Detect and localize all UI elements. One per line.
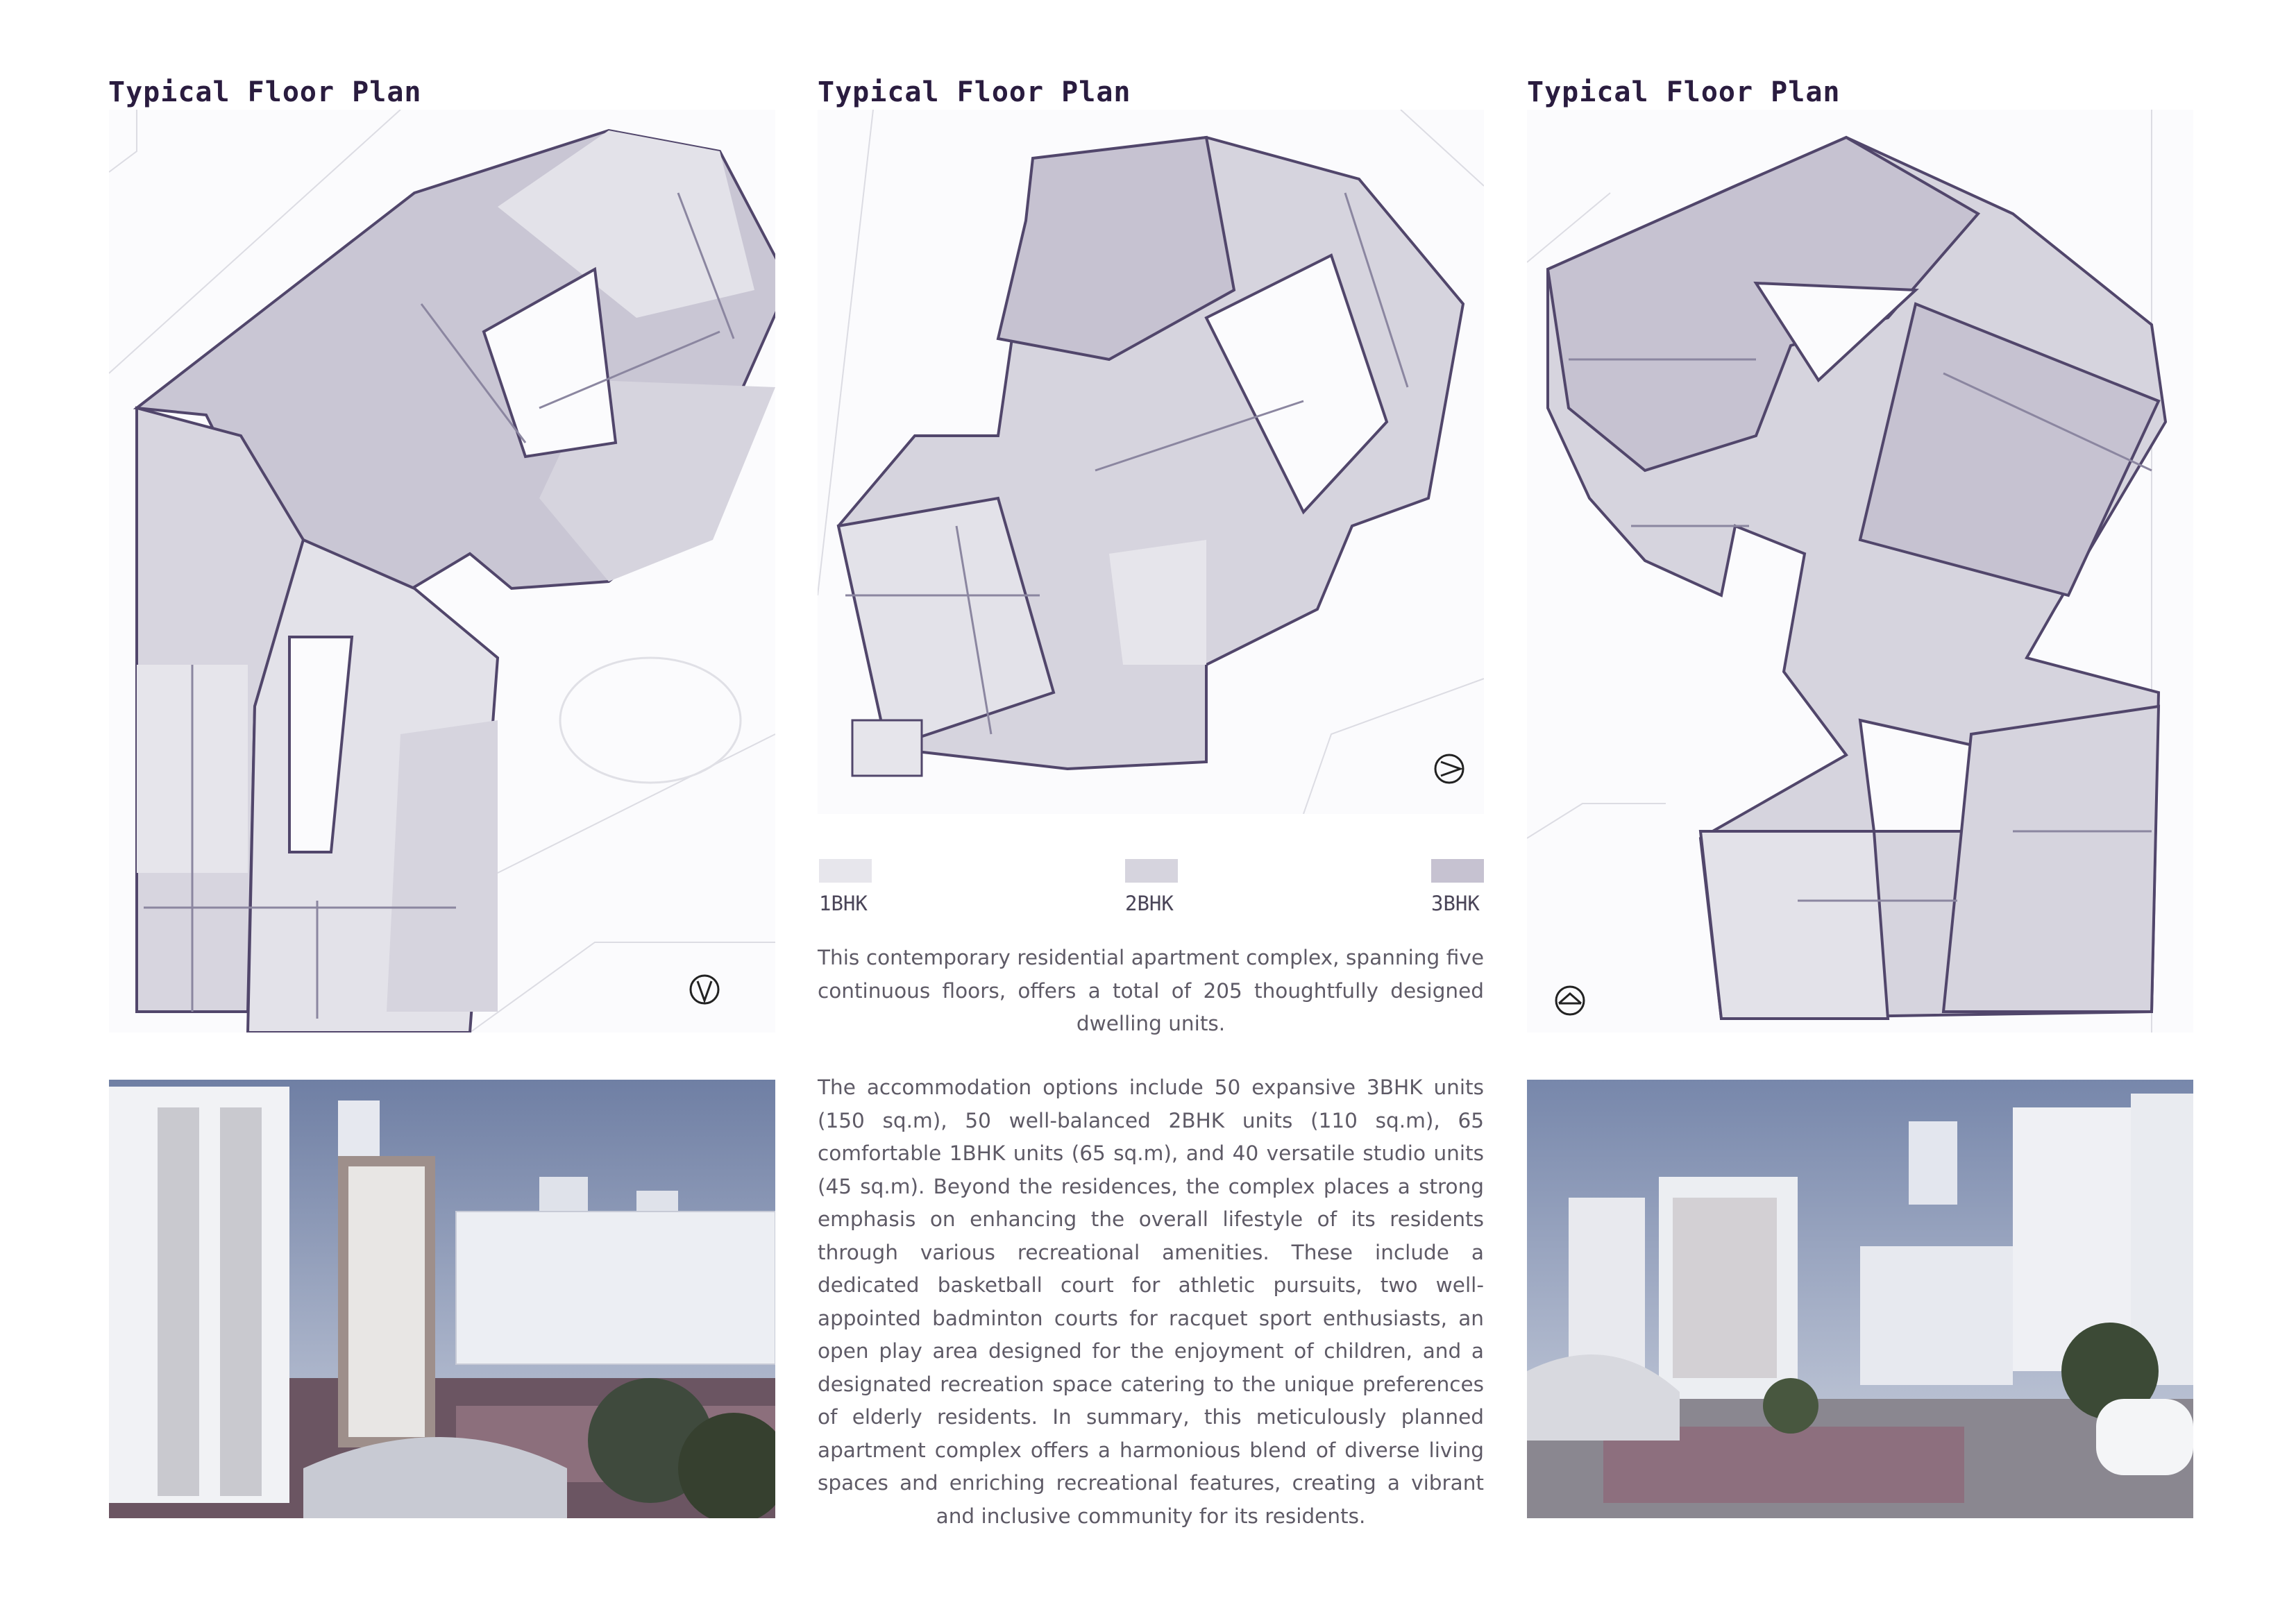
floor-plan-cd [1527, 110, 2193, 1033]
render-photo-right [1527, 1080, 2193, 1518]
plan-title: Typical Floor Plan [1527, 76, 1841, 108]
plan-title: Typical Floor Plan [818, 76, 1131, 108]
description-body: The accommodation options include 50 expansive 3BHK units (150 sq.m), 50 well-balanced 2BHK units (110 sq.m), 65 comfortable 1BHK units (65 sq.m), and 40 versatile studio units (45 sq.m). Beyond the residences, the complex places a strong emphasis on enhancing the overall lifestyle of its residents through various recreational amenities. These include a dedicated basketball court for athletic pursuits, two well-appointed badminton courts for racquet sport enthusiasts, an open play area designed for the enjoyment of children, and a designated recreation space catering to the unique preferences of elderly residents. In summary, this meticulously planned apartment complex offers a harmonious blend of diverse living spaces and enriching recreational features, creating a vibrant and inclusive community for its residents. [818, 1076, 1484, 1528]
floor-plan-ab [109, 110, 775, 1033]
legend-swatch-1bhk [819, 859, 872, 883]
legend-label-1bhk: 1BHK [819, 892, 868, 915]
legend-label-2bhk: 2BHK [1125, 892, 1174, 915]
legend-label-3bhk: 3BHK [1431, 892, 1480, 915]
description-intro: This contemporary residential apartment complex, spanning five continuous floors, offers a total of 205 thoughtfully designed dwelling units. [818, 946, 1484, 1035]
legend-swatch-3bhk [1431, 859, 1484, 883]
render-photo-left [109, 1080, 775, 1518]
floor-plan-kl [818, 110, 1484, 814]
plan-title: Typical Floor Plan [108, 76, 422, 108]
legend-swatch-2bhk [1125, 859, 1178, 883]
